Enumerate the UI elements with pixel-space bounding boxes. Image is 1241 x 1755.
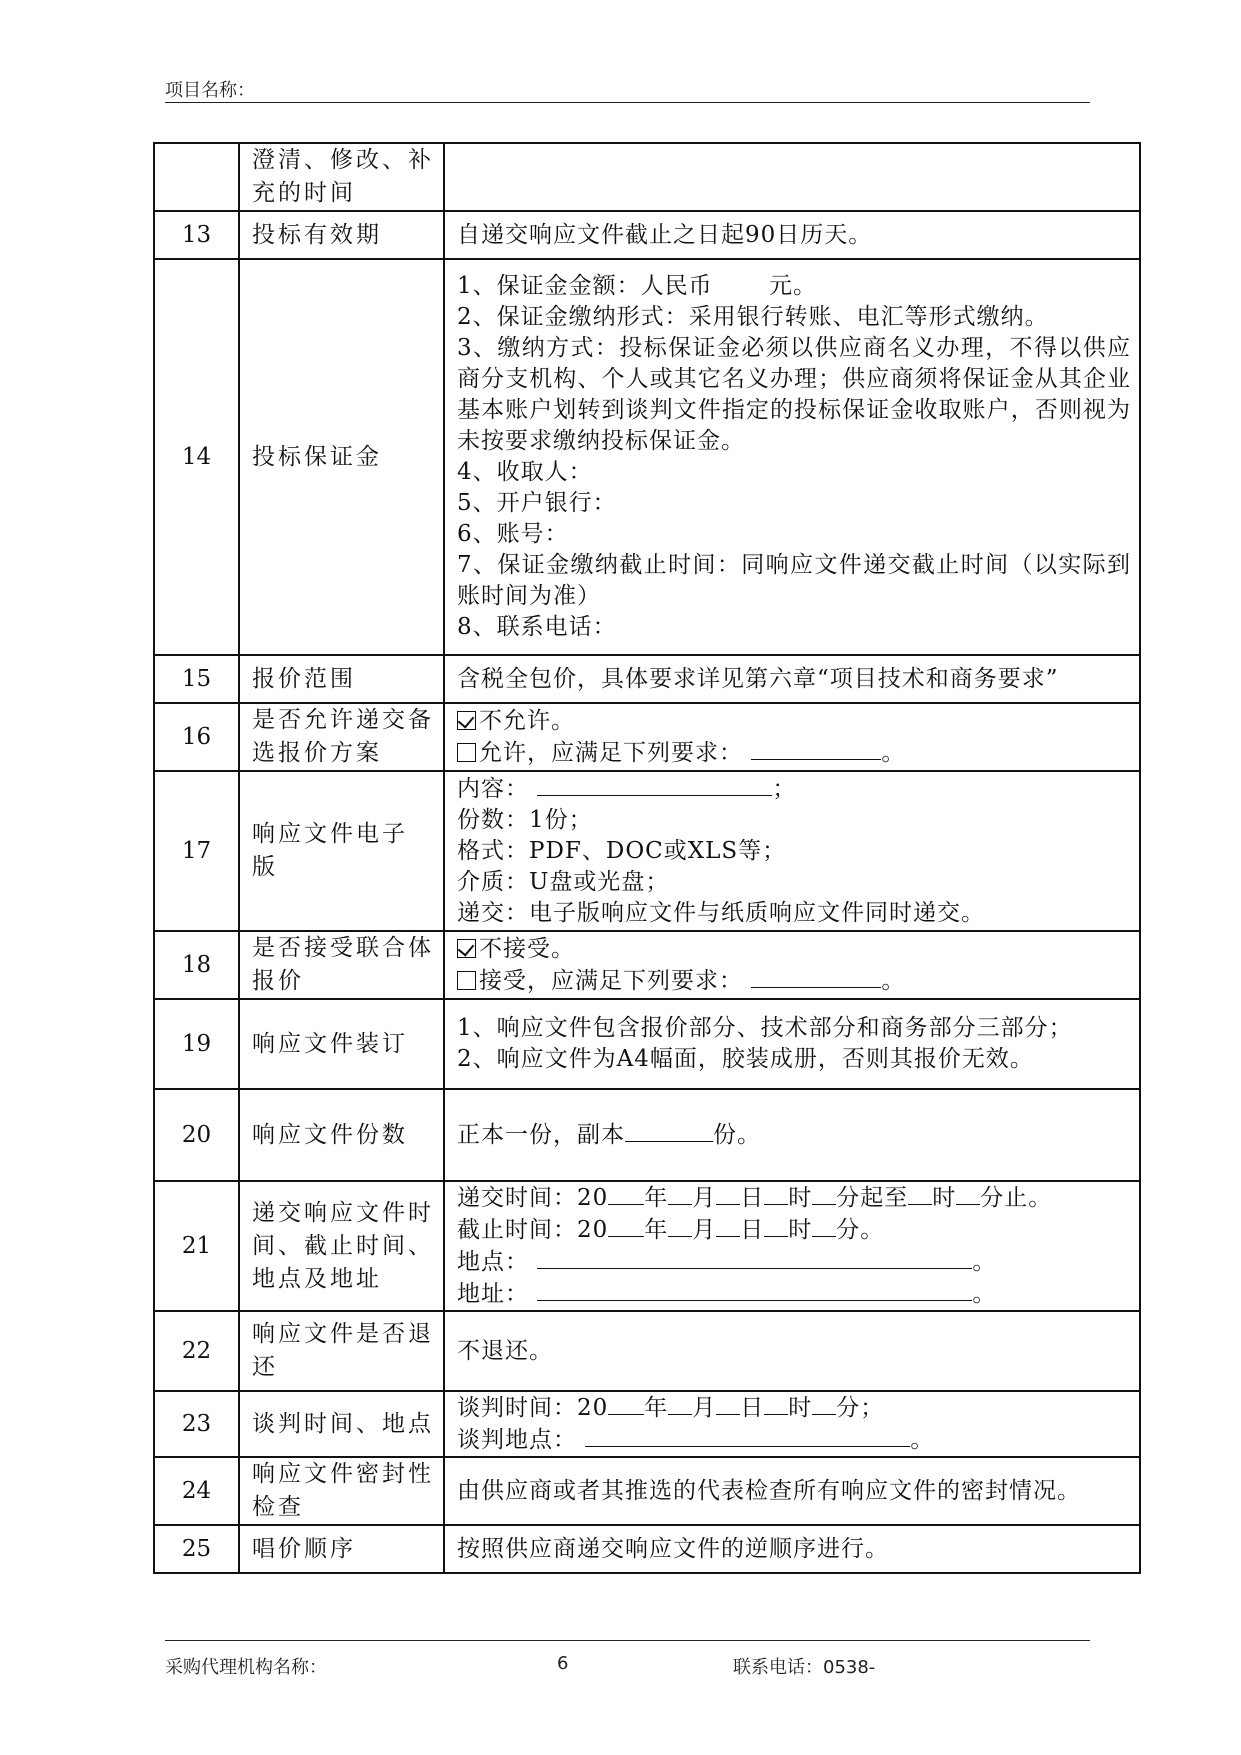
option-line [457, 706, 1131, 737]
row-number: 22 [154, 1311, 239, 1391]
unit-text: 年 [644, 1185, 669, 1211]
unchecked-box-icon [457, 971, 476, 990]
row-number: 23 [154, 1391, 239, 1457]
row-item: 谈判时间、地点 [239, 1391, 444, 1457]
content-line [457, 1214, 1131, 1246]
row-number: 14 [154, 259, 239, 655]
fill-blank [751, 737, 881, 760]
content-suffix: ； [772, 776, 797, 802]
content-line: 份数：1份； [457, 807, 593, 833]
table-row [154, 655, 1140, 703]
content-line [457, 1182, 1131, 1214]
row-item: 是否接受联合体报价 [239, 931, 444, 999]
option-line [457, 965, 1131, 997]
content-line: 8、联系电话： [457, 614, 617, 640]
row-number: 24 [154, 1457, 239, 1525]
deadline-label: 截止时间：20 [457, 1217, 609, 1243]
row-item: 响应文件装订 [239, 999, 444, 1089]
option-suffix: 。 [881, 739, 906, 766]
row-number [154, 143, 239, 211]
row-content [444, 259, 1140, 655]
table-row [154, 771, 1140, 931]
unit-text: 。 [860, 1217, 885, 1243]
checked-box-icon [457, 939, 476, 958]
content-line [457, 1119, 1131, 1151]
row-item: 澄清、修改、补充的时间 [239, 143, 444, 211]
fill-blank [751, 965, 881, 988]
fill-blank [764, 1182, 788, 1205]
unit-text: 分 [836, 1395, 861, 1421]
fill-blank [608, 1182, 644, 1205]
checked-box-icon [457, 711, 476, 730]
unit-text: 。 [910, 1427, 935, 1453]
row-content [444, 703, 1140, 771]
option-text: 不接受。 [479, 935, 575, 962]
unit-text: 日 [740, 1217, 765, 1243]
project-name-label: 项目名称： [165, 80, 255, 101]
address-label: 地址： [457, 1281, 529, 1307]
page-header [165, 72, 1090, 103]
table-row [154, 1525, 1140, 1573]
fill-blank [764, 1214, 788, 1237]
table-row [154, 703, 1140, 771]
row-number: 19 [154, 999, 239, 1089]
option-text: 接受，应满足下列要求： [479, 967, 743, 994]
row-item: 投标有效期 [239, 211, 444, 259]
place-label: 地点： [457, 1249, 529, 1275]
unit-text: 月 [692, 1395, 717, 1421]
content-line: 1、响应文件包含报价部分、技术部分和商务部分三部分； [457, 1015, 1073, 1041]
row-number: 16 [154, 703, 239, 771]
content-line: 6、账号： [457, 521, 569, 547]
option-text: 允许，应满足下列要求： [479, 739, 743, 766]
unit-text: ； [860, 1395, 885, 1421]
table-row [154, 1181, 1140, 1311]
content-line: 1、保证金金额：人民币 元。 [457, 273, 817, 299]
row-item: 是否允许递交备选报价方案 [239, 703, 444, 771]
table-row [154, 1457, 1140, 1525]
unit-text: 年 [644, 1217, 669, 1243]
fill-blank [625, 1119, 713, 1142]
content-line: 4、收取人： [457, 459, 593, 485]
unit-text: 月 [692, 1185, 717, 1211]
content-line: 7、保证金缴纳截止时间：同响应文件递交截止时间（以实际到账时间为准） [457, 552, 1131, 609]
row-content [444, 931, 1140, 999]
option-line [457, 934, 1131, 965]
negotiation-time-label: 谈判时间：20 [457, 1395, 609, 1421]
content-line: 按照供应商递交响应文件的逆顺序进行。 [457, 1535, 889, 1562]
fill-blank [668, 1392, 692, 1415]
fill-blank [716, 1392, 740, 1415]
unit-text: 分 [980, 1185, 1005, 1211]
option-text: 不允许。 [479, 707, 575, 734]
content-line [457, 1246, 1131, 1278]
unit-text: 时 [788, 1185, 813, 1211]
unit-text: 日 [740, 1185, 765, 1211]
page-footer [165, 1640, 1090, 1681]
unit-text: 分起至 [836, 1185, 909, 1211]
row-number: 13 [154, 211, 239, 259]
table-row [154, 931, 1140, 999]
content-line: 递交：电子版响应文件与纸质响应文件同时递交。 [457, 900, 985, 926]
content-line [457, 1392, 1131, 1424]
row-item: 报价范围 [239, 655, 444, 703]
row-item: 响应文件份数 [239, 1089, 444, 1181]
row-content [444, 1391, 1140, 1457]
row-item: 响应文件电子 版 [239, 771, 444, 931]
row-content [444, 1089, 1140, 1181]
unchecked-box-icon [457, 743, 476, 762]
row-item: 递交响应文件时间、截止时间、地点及地址 [239, 1181, 444, 1311]
fill-blank [585, 1424, 910, 1447]
content-line: 3、缴纳方式：投标保证金必须以供应商名义办理，不得以供应商分支机构、个人或其它名义办理；供应商须将保证金从其企业基本账户划转到谈判文件指定的投标保证金收取账户，否则视为未按要求缴纳投标保证金。 [457, 335, 1131, 454]
row-number: 20 [154, 1089, 239, 1181]
fill-blank [908, 1182, 932, 1205]
content-line: 2、响应文件为A4幅面，胶装成册，否则其报价无效。 [457, 1046, 1034, 1072]
copies-label: 正本一份，副本 [457, 1122, 625, 1148]
content-line: 由供应商或者其推选的代表检查所有响应文件的密封情况。 [457, 1477, 1081, 1504]
content-line: 格式：PDF、DOC或XLS等； [457, 838, 787, 864]
fill-blank [537, 1246, 972, 1269]
row-content [444, 999, 1140, 1089]
content-line: 2、保证金缴纳形式：采用银行转账、电汇等形式缴纳。 [457, 304, 1049, 330]
fill-blank [608, 1214, 644, 1237]
content-line: 5、开户银行： [457, 490, 617, 516]
unit-text: 时 [932, 1185, 957, 1211]
content-line: 含税全包价，具体要求详见第六章“项目技术和商务要求” [457, 665, 1059, 692]
content-line: 不退还。 [457, 1337, 553, 1364]
table-row [154, 1311, 1140, 1391]
row-content [444, 211, 1140, 259]
unit-text: 时 [788, 1395, 813, 1421]
table-row [154, 259, 1140, 655]
contact-phone-label: 联系电话：0538- [733, 1657, 876, 1678]
fill-blank [764, 1392, 788, 1415]
unit-text: 日 [740, 1395, 765, 1421]
content-line [457, 773, 1131, 805]
row-item: 响应文件密封性检查 [239, 1457, 444, 1525]
unit-text: 分 [836, 1217, 861, 1243]
table-row [154, 999, 1140, 1089]
table-row [154, 1391, 1140, 1457]
fill-blank [812, 1214, 836, 1237]
unit-text: 止。 [1004, 1185, 1053, 1211]
table-row [154, 211, 1140, 259]
fill-blank [668, 1214, 692, 1237]
agency-name-label: 采购代理机构名称： [165, 1657, 327, 1678]
requirements-table [153, 142, 1141, 1574]
row-number: 21 [154, 1181, 239, 1311]
option-suffix: 。 [881, 967, 906, 994]
unit-text: 时 [788, 1217, 813, 1243]
fill-blank [716, 1182, 740, 1205]
row-number: 15 [154, 655, 239, 703]
copies-suffix: 份。 [713, 1122, 761, 1148]
row-content [444, 143, 1140, 211]
row-content [444, 1311, 1140, 1391]
fill-blank [608, 1392, 644, 1415]
content-line [457, 1278, 1131, 1310]
unit-text: 年 [644, 1395, 669, 1421]
row-item: 投标保证金 [239, 259, 444, 655]
row-number: 17 [154, 771, 239, 931]
submit-time-label: 递交时间：20 [457, 1185, 609, 1211]
unit-text: 。 [972, 1281, 997, 1307]
fill-blank [716, 1214, 740, 1237]
fill-blank [812, 1392, 836, 1415]
row-content [444, 1525, 1140, 1573]
unit-text: 。 [972, 1249, 997, 1275]
row-item: 响应文件是否退还 [239, 1311, 444, 1391]
fill-blank [956, 1182, 980, 1205]
fill-blank [537, 773, 772, 796]
content-line [457, 1424, 1131, 1456]
content-line: 介质：U盘或光盘； [457, 869, 670, 895]
table-row [154, 1089, 1140, 1181]
fill-blank [537, 1278, 972, 1301]
row-content [444, 1181, 1140, 1311]
page-number: 6 [557, 1653, 569, 1674]
row-item: 唱价顺序 [239, 1525, 444, 1573]
row-content [444, 771, 1140, 931]
content-line: 自递交响应文件截止之日起90日历天。 [457, 221, 873, 248]
row-number: 25 [154, 1525, 239, 1573]
row-content [444, 1457, 1140, 1525]
unit-text: 月 [692, 1217, 717, 1243]
fill-blank [668, 1182, 692, 1205]
negotiation-place-label: 谈判地点： [457, 1427, 577, 1453]
table-row [154, 143, 1140, 211]
option-line [457, 737, 1131, 769]
row-content [444, 655, 1140, 703]
fill-blank [812, 1182, 836, 1205]
row-number: 18 [154, 931, 239, 999]
content-label: 内容： [457, 776, 529, 802]
